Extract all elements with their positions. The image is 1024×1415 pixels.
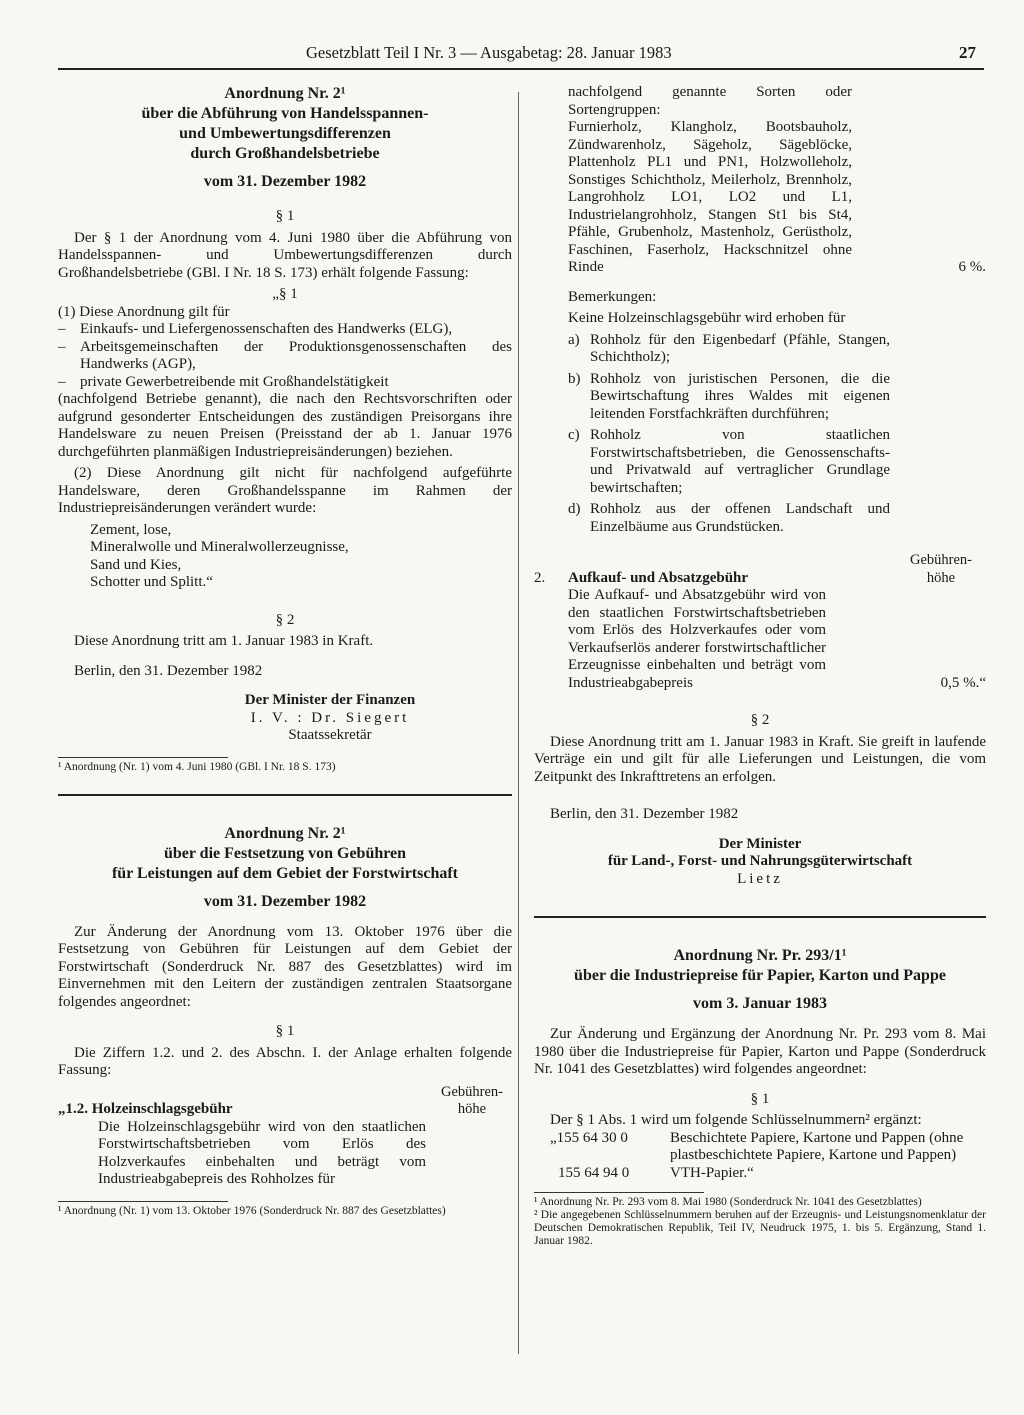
list-item: d) Rohholz aus der offenen Landschaft und Einzelbäume aus Grundstücken. [568,501,890,535]
fee-item-2-text: Die Aufkauf- und Absatzgebühr wird von den staatlichen Forstwirtschaftsbetrieben vom Erlös des Holzverkaufes oder vom Verkaufserlös anderer forstwirtschaftlicher Erzeugnisse einbehalten und beträgt vom Industrieabgabepreis [568,587,826,691]
paragraph: (nachfolgend Betriebe genannt), die nach den Rechtsvorschriften oder aufgrund gesonderter Entscheidungen des zuständigen Preisorgans ihre Handelsware zu neuen Preisen (Preisstand der ab 1. Januar 1976 durchgeführten planmäßigen Industriepreisänderungen) beziehen. [58,391,512,460]
ordinance-1-date: vom 31. Dezember 1982 [203,173,367,190]
section-heading: § 2 [750,712,770,728]
paragraph: Die Ziffern 1.2. und 2. des Abschn. I. der Anlage erhalten folgende Fassung: [58,1044,512,1078]
fee-item-2-heading: Aufkauf- und Absatzgebühr [568,569,749,586]
list-item: a) Rohholz für den Eigenbedarf (Pfähle, Stangen, Schichtholz); [568,331,890,365]
ordinance-1-subtitle-line: und Umbewertungsdifferenzen [179,125,391,142]
ordinance-1-subtitle-line: über die Abführung von Handelsspannen- [141,105,429,122]
column-divider [518,92,519,1354]
ordinance-3-title: Anordnung Nr. Pr. 293/1¹ [673,947,847,964]
list-item: – private Gewerbetreibende mit Großhandelstätigkeit [58,373,389,390]
fee-column-heading: Gebühren- höhe [440,1083,503,1117]
signature-org: für Land-, Forst- und Nahrungsgüterwirtschaft [607,853,913,869]
fee-item-text: Die Holzeinschlagsgebühr wird von den staatlichen Forstwirtschaftsbetrieben vom Erlös des Holzverkaufes einbehalten und beträgt vom Industrieabgabepreis des Rohholzes für [98,1118,426,1187]
paragraph: Der § 1 der Anordnung vom 4. Juni 1980 über die Abführung von Handelsspannen- und Umbewertungsdifferenzen durch Großhandelsbetriebe (GBl. I Nr. 18 S. 173) erhält folgende Fassung: [58,229,512,281]
paragraph: Zur Änderung der Anordnung vom 13. Oktober 1976 über die Festsetzung von Gebühren für Leistungen auf dem Gebiet der Forstwirtschaft (Sonderdruck Nr. 887 des Gesetzblattes) wird im Einvernehmen mit den Leitern der zuständigen zentralen Staatsorgane folgendes angeordnet: [58,923,512,1010]
signature-org: Der Minister [718,835,802,852]
list-item: – Arbeitsgemeinschaften der Produktionsgenossenschaften des Handwerks (AGP), [58,338,512,372]
section-heading: § 1 [275,1023,295,1039]
code-description: Beschichtete Papiere, Kartone und Pappen (ohne plastbeschichtete Papiere, Kartone und Pappen) [670,1129,964,1163]
footnote-rule [534,1192,704,1193]
header-title: Gesetzblatt Teil I Nr. 3 — Ausgabetag: 28. Januar 1983 [306,43,672,62]
footnote: ¹ Anordnung (Nr. 1) vom 13. Oktober 1976 (Sonderdruck Nr. 887 des Gesetzblattes) [58,1204,446,1217]
fee-item-heading-row [58,1084,512,1119]
fee-column-heading: Gebühren- höhe [909,552,972,586]
code-description: VTH-Papier.“ [670,1164,754,1181]
paragraph: Diese Anordnung tritt am 1. Januar 1983 in Kraft. [74,633,374,649]
code-row [534,1165,986,1183]
footnote: ¹ Anordnung (Nr. 1) vom 4. Juni 1980 (GBl. I Nr. 18 S. 173) [58,760,336,773]
fee-item-2-heading-row [534,552,986,587]
ordinance-1-subtitle-line: durch Großhandelsbetriebe [190,145,380,162]
ordinance-1-title: Anordnung Nr. 2¹ [224,85,346,102]
fee-item-list: Furnierholz, Klangholz, Bootsbauholz, Zündwarenholz, Sägeholz, Sägeblöcke, Plattenholz PL1 und PN1, Holzwolleholz, Sonstiges Schichtholz, Meilerholz, Brennholz, Langrohholz LO1, LO2 und L1, Industrielangrohholz, Stangen St1 bis St4, Pfähle, Grubenholz, Mastenholz, Gerüstholz, Faschinen, Faserholz, Hackschnitzel ohne Rinde [568,119,852,275]
page-number: 27 [959,43,976,62]
fee-item-2-number: 2. [534,569,546,586]
ordinance-2-subtitle-line: über die Festsetzung von Gebühren [163,844,407,862]
fee-row-wood-types [534,84,986,277]
paragraph: Zur Änderung und Ergänzung der Anordnung Nr. Pr. 293 vom 8. Mai 1980 über die Industriepreise für Papier, Karton und Pappe (Sonderdruck Nr. 1041 des Gesetzblattes) wird folgendes angeordnet: [534,1026,986,1077]
section-heading: „§ 1 [272,286,298,302]
ordinance-3-date: vom 3. Januar 1983 [693,995,827,1012]
dash-mark: – [58,338,66,355]
signature-org: Der Minister der Finanzen [244,692,416,708]
place-date: Berlin, den 31. Dezember 1982 [550,806,739,822]
remarks-heading: Bemerkungen: [568,288,657,305]
list-item: c) Rohholz von staatlichen Forstwirtschaftsbetrieben, die Genossenschafts- und Privatwald auf vertraglicher Grundlage bewirtschaften; [568,427,890,496]
ordinance-2-title: Anordnung Nr. 2¹ [224,824,346,842]
ordinance-3-subtitle: über die Industriepreise für Papier, Karton und Pappe [574,967,946,984]
place-date: Berlin, den 31. Dezember 1982 [74,662,263,679]
paragraph: Der § 1 Abs. 1 wird um folgende Schlüsselnummern² ergänzt: [550,1112,922,1128]
material-item: Mineralwolle und Mineralwollerzeugnisse, [90,539,349,555]
fee-item-lead: nachfolgend genannte Sorten oder Sortengruppen: [568,84,852,118]
remarks-list [534,332,986,537]
fee-item-heading: „1.2. Holzeinschlagsgebühr [58,1101,233,1117]
page-header [58,44,984,70]
ordinance-2-date: vom 31. Dezember 1982 [203,892,367,910]
signature-role: Staatssekretär [288,727,372,743]
footnote: ¹ Anordnung Nr. Pr. 293 vom 8. Mai 1980 (Sonderdruck Nr. 1041 des Gesetzblattes) [534,1196,922,1208]
remarks-lead: Keine Holzeinschlagsgebühr wird erhoben für [568,310,846,326]
paragraph: Diese Anordnung tritt am 1. Januar 1983 in Kraft. Sie greift in laufende Verträge ein und gilt für alle Lieferungen und Leistungen, die vom Zeitpunkt des Inkrafttretens an erfolgen. [534,733,986,785]
ordinance-2-subtitle-line: für Leistungen auf dem Gebiet der Forstwirtschaft [111,864,459,882]
material-item: Sand und Kies, [90,556,182,573]
footnote: ² Die angegebenen Schlüsselnummern beruhen auf der Erzeugnis- und Leistungsnomenklatur der Deutschen Demokratischen Republik, Teil IV, Neudruck 1975, 1. bis 5. Ergänzung, Stand 1. Januar 1982. [534,1209,986,1247]
paragraph: (2) Diese Anordnung gilt nicht für nachfolgend aufgeführte Handelsware, deren Großhandelsspanne im Rahmen der Industriepreisänderungen verändert wurde: [58,465,512,516]
fee-row-purchase [534,587,986,692]
section-heading: § 2 [275,611,295,628]
material-item: Schotter und Splitt.“ [90,574,213,590]
code-row [534,1130,986,1165]
list-item: b) Rohholz von juristischen Personen, die die Bewirtschaftung ihres Waldes mit eigenen leitenden Forstfachkräften durchführen; [568,370,890,422]
signature-name: I. V. : Dr. Siegert [250,709,410,726]
left-column [58,84,512,1218]
signature-name: Lietz [737,870,783,887]
dash-mark: – [58,373,66,390]
fee-value: 6 %. [958,259,986,275]
right-column [534,84,986,1248]
fee-value: 0,5 %.“ [940,674,986,691]
dash-mark: – [58,321,66,337]
section-heading: § 1 [275,208,295,224]
footnote-rule [58,757,228,758]
code-number: „155 64 30 0 [550,1129,628,1146]
paragraph: (1) Diese Anordnung gilt für [58,303,230,320]
list-item: – Einkaufs- und Liefergenossenschaften des Handwerks (ELG), [58,321,453,337]
footnote-rule [58,1201,228,1202]
material-item: Zement, lose, [90,521,172,538]
section-heading: § 1 [750,1090,770,1107]
code-number: 155 64 94 0 [558,1164,630,1181]
